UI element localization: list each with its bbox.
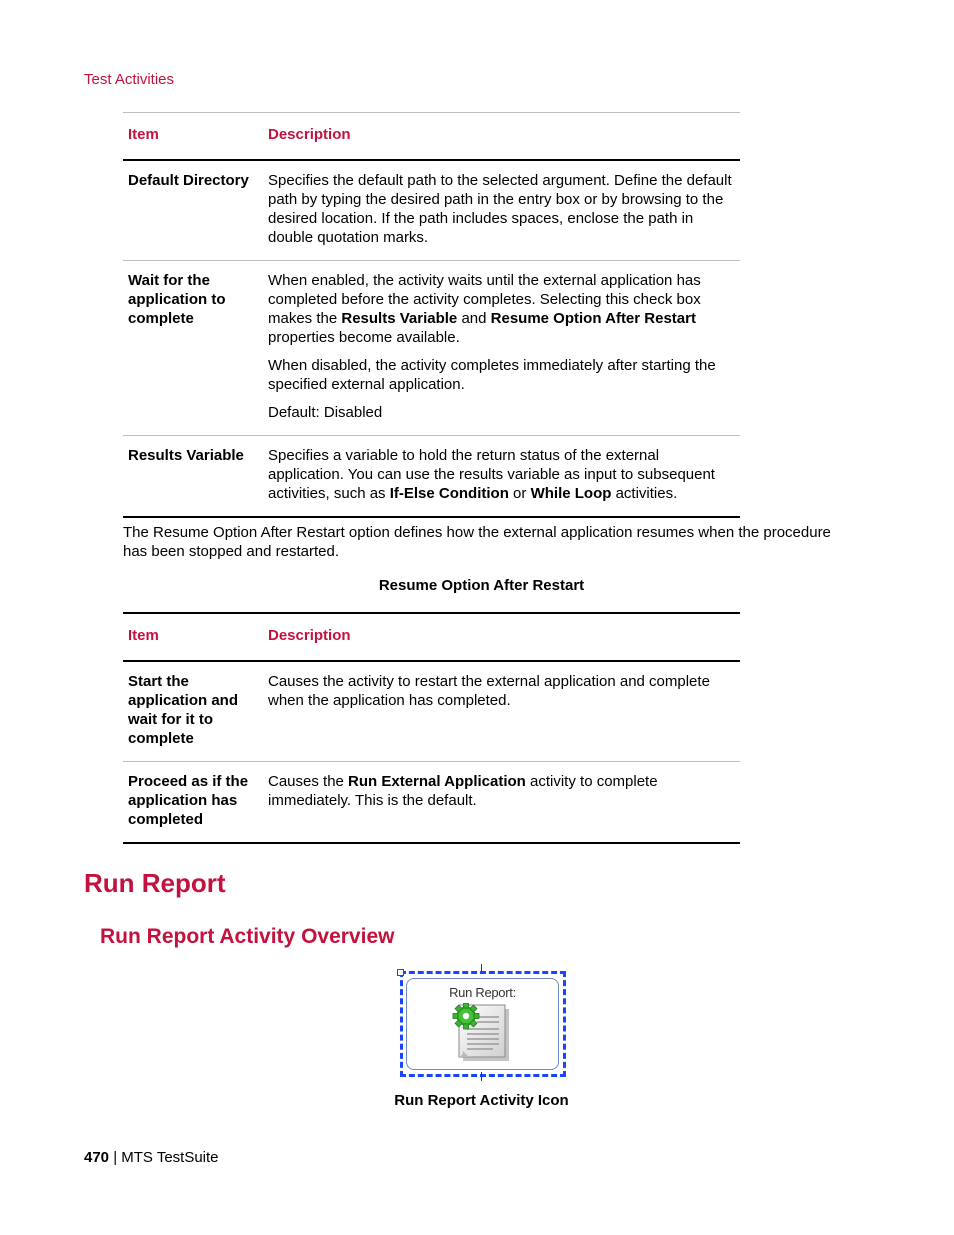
activity-title: Run Report: (449, 985, 516, 1000)
column-header-item: Item (128, 627, 159, 644)
text-run: Specifies the default path to the selected argument. Define the default path by typing the desired path in the entry box or by browsing to the desired location. If the path includes spaces, enclose the path in double quotation marks. (268, 172, 736, 246)
description-paragraph (268, 446, 736, 503)
text-run: properties become available. (268, 310, 701, 346)
section-heading: Run Report (84, 868, 226, 898)
description-cell (268, 160, 740, 261)
table-body (123, 160, 740, 517)
table-caption: Resume Option After Restart (378, 577, 585, 594)
resume-option-table (123, 612, 740, 844)
emphasized-term: Resume Option After Restart (490, 310, 696, 327)
subsection-heading: Run Report Activity Overview (100, 925, 395, 948)
text-run: activity to complete immediately. This is the default. (268, 773, 662, 809)
emphasized-term: Results Variable (341, 310, 458, 327)
text-run: When enabled, the activity waits until the external application has completed before the activity completes. Selecting this check box makes the (268, 272, 705, 327)
description-cell (268, 261, 740, 436)
connector-bottom (481, 1072, 482, 1081)
item-cell: Proceed as if the application has completed (128, 773, 249, 828)
text-run: and (457, 310, 491, 327)
description-cell (268, 436, 740, 518)
text-run: Causes the (268, 773, 349, 790)
text-run: activities. (611, 485, 678, 502)
running-header: Test Activities (84, 71, 175, 88)
run-report-activity (406, 978, 559, 1070)
emphasized-term: Run External Application (348, 773, 526, 790)
selection-handle (397, 969, 404, 976)
description-paragraph (268, 271, 736, 347)
properties-table (123, 112, 740, 518)
run-report-activity-figure (396, 964, 568, 1082)
footer-separator: | (109, 1149, 122, 1166)
table-row (123, 160, 740, 261)
item-cell: Wait for the application to complete (128, 272, 226, 327)
column-header-item: Item (128, 126, 159, 143)
text-run: or (508, 485, 531, 502)
text-run: Default: Disabled (268, 404, 383, 421)
table-header-row (123, 113, 740, 161)
description-paragraph (268, 672, 736, 710)
description-cell (268, 762, 740, 844)
table-row (123, 436, 740, 518)
description-paragraph (268, 403, 736, 422)
emphasized-term: While Loop (530, 485, 612, 502)
text-run: Specifies a variable to hold the return status of the external application. You can use the results variable as input to subsequent activities, such as (268, 447, 720, 502)
item-cell: Results Variable (128, 447, 244, 464)
description-cell (268, 661, 740, 762)
table-row (123, 661, 740, 762)
description-paragraph (268, 356, 736, 394)
text-run: Causes the activity to restart the external application and complete when the application has completed. (268, 673, 715, 709)
product-name: MTS TestSuite (121, 1149, 219, 1166)
item-cell: Start the application and wait for it to complete (128, 673, 239, 747)
table-body (123, 661, 740, 843)
description-paragraph (268, 772, 736, 810)
column-header-description: Description (268, 627, 351, 644)
description-paragraph (268, 171, 736, 247)
table-header-row (123, 613, 740, 661)
report-document-gear-icon (447, 1003, 519, 1065)
table-row (123, 261, 740, 436)
page-footer (84, 1149, 219, 1166)
emphasized-term: If-Else Condition (389, 485, 509, 502)
item-cell: Default Directory (128, 172, 249, 189)
text-run: When disabled, the activity completes immediately after starting the specified external application. (268, 357, 720, 393)
intro-paragraph: The Resume Option After Restart option defines how the external application resumes when the procedure has been stopped and restarted. (123, 524, 831, 560)
table-row (123, 762, 740, 844)
figure-caption: Run Report Activity Icon (394, 1092, 569, 1109)
column-header-description: Description (268, 126, 351, 143)
page-number: 470 (84, 1149, 110, 1166)
